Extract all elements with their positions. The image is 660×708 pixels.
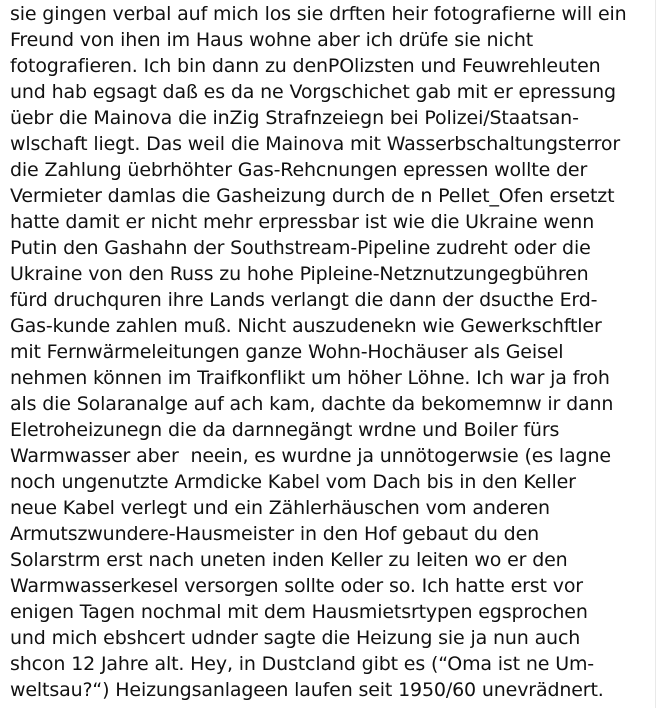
text-line: Vermieter damlas die Gasheizung durch de n Pellet_Ofen ersetzt xyxy=(10,185,615,207)
text-line: und hab egsagt daß es da ne Vorgschichet gab mit er epressung xyxy=(10,81,616,103)
text-line: Putin den Gashahn der Southstream-Pipeline zudreht oder die xyxy=(10,237,591,259)
text-line: enigen Tagen nochmal mit dem Hausmietsrtypen egsprochen xyxy=(10,601,588,623)
text-line: Ukraine von den Russ zu hohe Pipleine-Netznutzungegbühren xyxy=(10,263,589,285)
text-line: Eletroheizunegn die da darnnegängt wrdne und Boiler fürs xyxy=(10,419,560,441)
text-line: die Zahlung üebrhöhter Gas-Rehcnungen epressen wollte der xyxy=(10,159,588,181)
text-line: nehmen können im Traifkonflikt um höher Löhne. Ich war ja froh xyxy=(10,367,610,389)
text-line: wlschaft liegt. Das weil die Mainova mit Wasserbschaltungsterror xyxy=(10,133,621,155)
text-line: shcon 12 Jahre alt. Hey, in Dustcland gibt es (“Oma ist ne Um- xyxy=(10,653,595,675)
text-line: fürd druchquren ihre Lands verlangt die dann der dsucthe Erd- xyxy=(10,289,598,311)
text-line: Solarstrm erst nach uneten inden Keller zu leiten wo er den xyxy=(10,549,568,571)
text-line: weltsau?“) Heizungsanlageen laufen seit 1950/60 unevrädnert. xyxy=(10,679,604,701)
text-line: hatte damit er nicht mehr erpressbar ist wie die Ukraine wenn xyxy=(10,211,595,233)
text-line: fotografieren. Ich bin dann zu denPOlizsten und Feuwrehleuten xyxy=(10,55,601,77)
text-line: und mich ebshcert udnder sagte die Heizung sie ja nun auch xyxy=(10,627,581,649)
page-edge-divider xyxy=(655,0,656,708)
text-line: sie gingen verbal auf mich los sie drften heir fotografierne will ein xyxy=(10,3,627,25)
text-line: noch ungenutzte Armdicke Kabel vom Dach bis in den Keller xyxy=(10,471,576,493)
text-line: Warmwasser aber neein, es wurdne ja unnötogerwsie (es lagne xyxy=(10,445,611,467)
text-line: Armutszwundere-Hausmeister in den Hof gebaut du den xyxy=(10,523,539,545)
text-line: neue Kabel verlegt und ein Zählerhäuschen vom anderen xyxy=(10,497,550,519)
body-text xyxy=(10,1,660,703)
text-line: Warmwasserkesel versorgen sollte oder so. Ich hatte erst vor xyxy=(10,575,583,597)
text-line: Gas-kunde zahlen muß. Nicht auszudenekn wie Gewerkschftler xyxy=(10,315,602,337)
text-line: als die Solaranalge auf ach kam, dachte da bekomemnw ir dann xyxy=(10,393,614,415)
text-line: üebr die Mainova die inZig Strafnzeiegn bei Polizei/Staatsan- xyxy=(10,107,579,129)
text-line: Freund von ihen im Haus wohne aber ich drüfe sie nicht xyxy=(10,29,534,51)
text-line: mit Fernwärmeleitungen ganze Wohn-Hochäuser als Geisel xyxy=(10,341,564,363)
